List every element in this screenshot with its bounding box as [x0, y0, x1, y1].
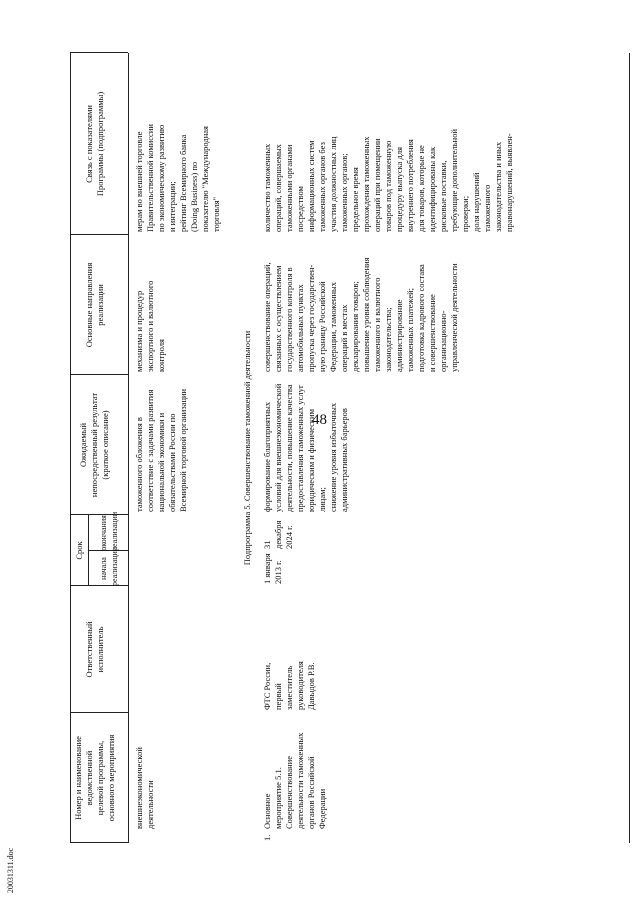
header-col-end: окончания реализации: [99, 511, 119, 551]
row1-executor: ФТС России, первый заместитель руководителя Давыдов Р.В.: [262, 661, 316, 710]
row1-directions: совершенствование операций, связанных с осуществлением государственного контроля в автомобильных пунктах пропуска через государствен- ную границу Российской Федерации, таможенных операций в местах декларирования товаров; повышение уровня соблюдения таможенного и валютного законодательства; администрирование таможенных платежей; подготовка кадрового состава и совершенствование организационно- управленческой деятельности: [262, 257, 459, 372]
cont-row-indicators: мерам во внешней торговле Правительственной комиссии по экономическому развитию и интеграции; рейтинг Всемирного банка (Doing Business) по показателю "Международная торговля": [134, 124, 221, 232]
row1-end: 31 декабря 2024 г.: [262, 520, 294, 549]
border-bottom: [629, 53, 630, 843]
header-col-name: Номер и наименование ведомственной целевой программы, основного мероприятия: [73, 734, 116, 822]
header-bottom-line: [128, 53, 129, 843]
page-number: 48: [312, 412, 327, 428]
cont-row-result: таможенного обложения в соответствие с задачами развития национальной экономики и обязательствами России по Всемирной торговой организации: [134, 388, 188, 512]
header-col-executor: Ответственный исполнитель: [84, 621, 105, 678]
row1-indicators: количество таможенных операций, совершаемых таможенными органами посредством информационных систем таможенных органов без участия должностных лиц таможенных органов; предельное время прохождения таможенных операций при помещении товаров под таможенную процедуру выпуска для внутреннего потребления для товаров, которые не идентифицированы как рисковые поставки, требующие дополнительной проверки; доля нарушений таможенного законодательства и иных правонарушений, выявлен-: [262, 129, 514, 232]
header-col-srok: Срок: [74, 541, 84, 560]
border-top: [70, 53, 71, 843]
header-col-directions: Основные направления реализации: [84, 262, 105, 348]
table-sheet: [70, 43, 630, 843]
subprogram-title: Подпрограмма 5. Совершенствование таможенной деятельности: [242, 330, 252, 566]
cont-row-directions: механизма и процедур экспортного и валютного контроля: [134, 280, 166, 372]
row1-number: 1.: [262, 834, 272, 841]
cont-row-name: внешнеэкономической деятельности: [134, 747, 155, 829]
row1-start: 1 января 2013 г.: [262, 553, 283, 584]
header-col-indicators: Связь с показателями Программы (подпрограммы): [84, 91, 105, 197]
row1-result: формирование благоприятных условий для внешнеэкономической деятельности, повышение качества предоставления таможенных услуг юридическим и физическим лицам; снижение уровня избыточных административных барьеров: [262, 383, 349, 512]
document-id: 20031311.doc: [6, 847, 16, 894]
header-col-start: начала реализации: [99, 546, 119, 586]
header-col-result: Ожидаемый непосредственный результат (краткое описание): [78, 392, 110, 498]
row1-name: Основное мероприятие 5.1. Совершенствование деятельности таможенных органов Российской Федерации: [262, 732, 327, 829]
